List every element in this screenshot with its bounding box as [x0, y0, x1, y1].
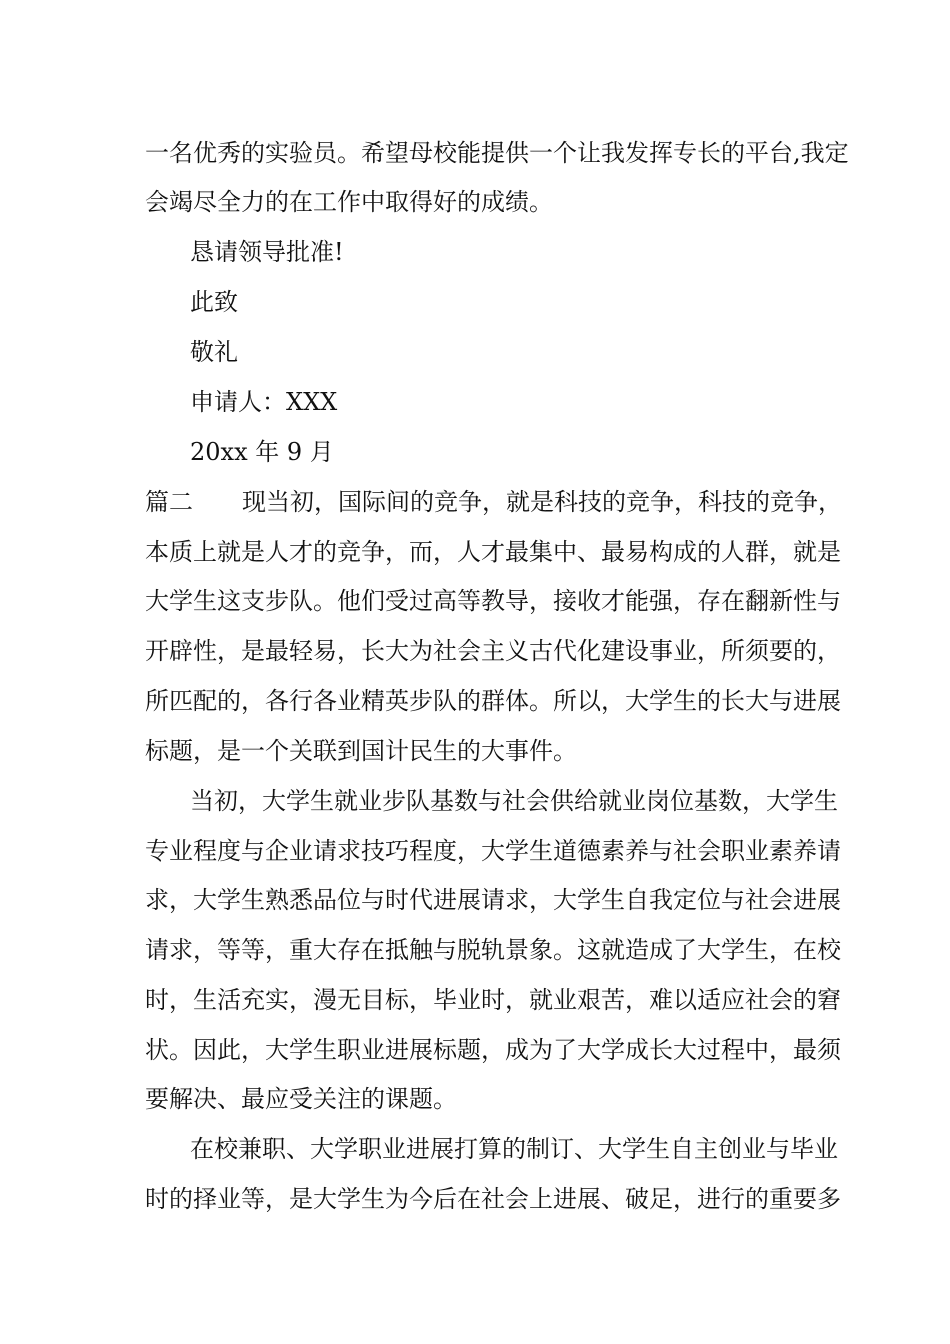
paragraph-line: 时的择业等，是大学生为今后在社会上进展、破足，进行的重要多	[145, 1185, 841, 1213]
paragraph-line: 求，大学生熟悉品位与时代进展请求，大学生自我定位与社会进展	[145, 886, 841, 914]
paragraph-line: 状。因此，大学生职业进展标题，成为了大学成长大过程中，最须	[145, 1036, 841, 1064]
closing-salutation: 敬礼	[190, 338, 238, 366]
section-label: 篇二	[145, 488, 193, 516]
closing-salutation: 此致	[190, 288, 238, 316]
paragraph-line: 专业程度与企业请求技巧程度，大学生道德素养与社会职业素养请	[145, 837, 841, 865]
paragraph-line: 当初，大学生就业步队基数与社会供给就业岗位基数，大学生	[190, 787, 838, 815]
paragraph-text: 现当初，国际间的竞争，就是科技的竞争，科技的竞争，	[242, 488, 842, 516]
closing-request: 恳请领导批准!	[190, 238, 344, 266]
date-line: 20xx 年 9 月	[190, 438, 334, 466]
paragraph-line: 所匹配的，各行各业精英步队的群体。所以，大学生的长大与进展	[145, 687, 841, 715]
paragraph-line: 一名优秀的实验员。希望母校能提供一个让我发挥专长的平台,我定	[145, 139, 849, 167]
paragraph-line: 大学生这支步队。他们受过高等教导，接收才能强，存在翻新性与	[145, 587, 841, 615]
paragraph-line: 标题，是一个关联到国计民生的大事件。	[145, 737, 577, 765]
applicant-line: 申请人：XXX	[190, 388, 338, 416]
section-heading-line	[145, 487, 842, 517]
paragraph-line: 要解决、最应受关注的课题。	[145, 1085, 457, 1113]
paragraph-line: 开辟性，是最轻易，长大为社会主义古代化建设事业，所须要的，	[145, 637, 841, 665]
paragraph-line: 时，生活充实，漫无目标，毕业时，就业艰苦，难以适应社会的窘	[145, 986, 841, 1014]
paragraph-line: 请求，等等，重大存在抵触与脱轨景象。这就造成了大学生，在校	[145, 936, 841, 964]
paragraph-line: 在校兼职、大学职业进展打算的制订、大学生自主创业与毕业	[190, 1135, 838, 1163]
paragraph-line: 本质上就是人才的竞争，而，人才最集中、最易构成的人群，就是	[145, 538, 841, 566]
paragraph-line: 会竭尽全力的在工作中取得好的成绩。	[145, 188, 553, 216]
